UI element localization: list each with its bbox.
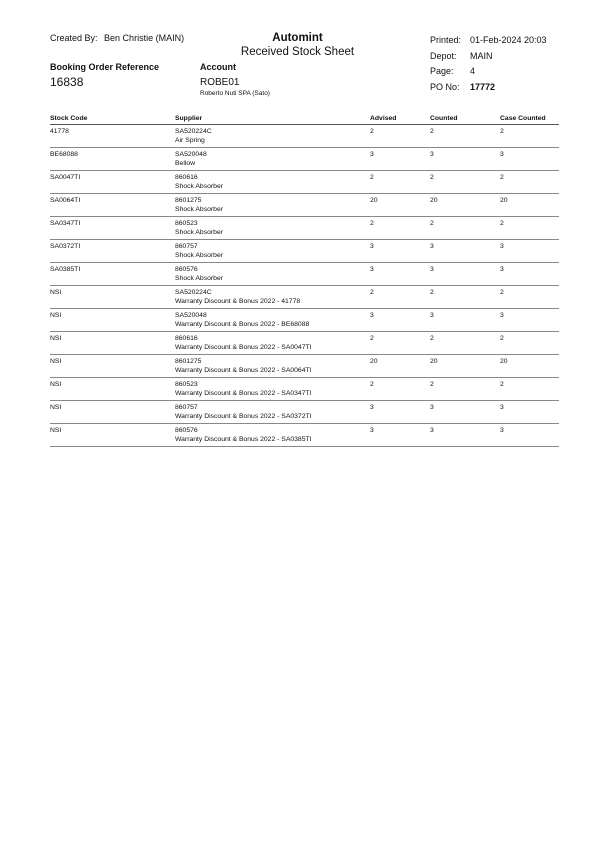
table-row xyxy=(50,424,559,447)
table-row xyxy=(50,263,559,286)
supplier-code: 8601275 xyxy=(175,197,202,204)
case-counted-cell: 3 xyxy=(500,263,559,286)
table-row xyxy=(50,125,559,148)
created-by-label: Created By: xyxy=(50,33,98,43)
case-counted-cell: 2 xyxy=(500,378,559,401)
supplier-cell xyxy=(175,263,370,286)
counted-cell: 20 xyxy=(430,355,500,378)
column-header-advised: Advised xyxy=(370,113,430,125)
advised-cell: 2 xyxy=(370,286,430,309)
table-row xyxy=(50,378,559,401)
item-description: Warranty Discount & Bonus 2022 - SA0385TI xyxy=(175,435,312,443)
print-meta xyxy=(430,33,547,95)
advised-cell: 2 xyxy=(370,378,430,401)
table-header-row xyxy=(50,113,559,125)
po-label: PO No: xyxy=(430,81,460,92)
item-description: Warranty Discount & Bonus 2022 - 41778 xyxy=(175,297,301,305)
supplier-code: SA520048 xyxy=(175,151,207,158)
item-description: Shock Absorber xyxy=(175,228,223,236)
printed-value: 01-Feb-2024 20:03 xyxy=(470,35,547,45)
supplier-cell xyxy=(175,217,370,240)
case-counted-cell: 2 xyxy=(500,332,559,355)
table-row xyxy=(50,286,559,309)
supplier-cell xyxy=(175,401,370,424)
stock-code-cell: NSI xyxy=(50,378,175,401)
page-value: 4 xyxy=(470,66,476,76)
po-value: 17772 xyxy=(470,81,496,92)
column-header-case-counted: Case Counted xyxy=(500,113,559,125)
case-counted-cell: 3 xyxy=(500,240,559,263)
case-counted-cell: 20 xyxy=(500,355,559,378)
depot-row xyxy=(430,49,547,65)
advised-cell: 2 xyxy=(370,125,430,148)
column-header-counted: Counted xyxy=(430,113,500,125)
table-row xyxy=(50,355,559,378)
supplier-code: 860757 xyxy=(175,404,198,411)
stock-code-cell: NSI xyxy=(50,332,175,355)
account-code: ROBE01 xyxy=(200,77,240,88)
advised-cell: 3 xyxy=(370,148,430,171)
counted-cell: 3 xyxy=(430,240,500,263)
table-row xyxy=(50,194,559,217)
advised-cell: 20 xyxy=(370,194,430,217)
stock-code-cell: NSI xyxy=(50,309,175,332)
supplier-code: 860757 xyxy=(175,243,198,250)
supplier-cell xyxy=(175,424,370,447)
supplier-code: 860523 xyxy=(175,381,198,388)
page-row xyxy=(430,64,547,80)
advised-cell: 3 xyxy=(370,263,430,286)
stock-code-cell: SA0372TI xyxy=(50,240,175,263)
company-name: Automint xyxy=(272,32,323,44)
column-header-supplier: Supplier xyxy=(175,113,370,125)
table-row xyxy=(50,401,559,424)
account-name: Roberto Nuti SPA (Sato) xyxy=(200,90,270,97)
supplier-code: 860576 xyxy=(175,266,198,273)
table-row xyxy=(50,148,559,171)
item-description: Shock Absorber xyxy=(175,274,223,282)
item-description: Warranty Discount & Bonus 2022 - SA0047TI xyxy=(175,343,312,351)
supplier-code: 860523 xyxy=(175,220,198,227)
supplier-code: 860616 xyxy=(175,335,198,342)
table-row xyxy=(50,332,559,355)
counted-cell: 3 xyxy=(430,401,500,424)
counted-cell: 3 xyxy=(430,263,500,286)
supplier-cell xyxy=(175,355,370,378)
depot-value: MAIN xyxy=(470,50,493,61)
supplier-cell xyxy=(175,378,370,401)
stock-code-cell: BE68088 xyxy=(50,148,175,171)
stock-code-cell: 41778 xyxy=(50,125,175,148)
advised-cell: 3 xyxy=(370,401,430,424)
supplier-code: SA520048 xyxy=(175,312,207,319)
stock-code-cell: NSI xyxy=(50,401,175,424)
printed-row xyxy=(430,33,547,49)
counted-cell: 2 xyxy=(430,378,500,401)
counted-cell: 2 xyxy=(430,171,500,194)
counted-cell: 3 xyxy=(430,148,500,171)
item-description: Shock Absorber xyxy=(175,182,223,190)
case-counted-cell: 3 xyxy=(500,401,559,424)
supplier-cell xyxy=(175,332,370,355)
case-counted-cell: 20 xyxy=(500,194,559,217)
booking-reference-value: 16838 xyxy=(50,75,84,89)
counted-cell: 2 xyxy=(430,125,500,148)
item-description: Warranty Discount & Bonus 2022 - BE68088 xyxy=(175,320,310,328)
item-description: Shock Absorber xyxy=(175,251,223,259)
counted-cell: 2 xyxy=(430,332,500,355)
item-description: Warranty Discount & Bonus 2022 - SA0347TI xyxy=(175,389,312,397)
advised-cell: 2 xyxy=(370,171,430,194)
stock-code-cell: SA0047TI xyxy=(50,171,175,194)
item-description: Warranty Discount & Bonus 2022 - SA0372TI xyxy=(175,412,312,420)
advised-cell: 3 xyxy=(370,424,430,447)
created-by xyxy=(50,33,184,43)
stock-code-cell: SA0385TI xyxy=(50,263,175,286)
account-label: Account xyxy=(200,62,236,72)
advised-cell: 3 xyxy=(370,309,430,332)
counted-cell: 3 xyxy=(430,309,500,332)
table-row xyxy=(50,217,559,240)
supplier-cell xyxy=(175,309,370,332)
stock-code-cell: NSI xyxy=(50,286,175,309)
stock-table xyxy=(50,113,559,447)
document-title: Received Stock Sheet xyxy=(240,46,355,58)
po-row xyxy=(430,80,547,96)
case-counted-cell: 2 xyxy=(500,125,559,148)
table-row xyxy=(50,240,559,263)
supplier-cell xyxy=(175,286,370,309)
supplier-cell xyxy=(175,240,370,263)
case-counted-cell: 2 xyxy=(500,217,559,240)
supplier-cell xyxy=(175,194,370,217)
stock-code-cell: NSI xyxy=(50,424,175,447)
stock-code-cell: SA0064TI xyxy=(50,194,175,217)
supplier-code: 860576 xyxy=(175,427,198,434)
supplier-cell xyxy=(175,148,370,171)
advised-cell: 20 xyxy=(370,355,430,378)
table-row xyxy=(50,171,559,194)
page-label: Page: xyxy=(430,66,454,76)
supplier-code: 8601275 xyxy=(175,358,202,365)
item-description: Warranty Discount & Bonus 2022 - SA0064TI xyxy=(175,366,312,374)
case-counted-cell: 3 xyxy=(500,424,559,447)
booking-reference-label: Booking Order Reference xyxy=(50,62,160,72)
printed-label: Printed: xyxy=(430,35,462,45)
column-header-stock-code: Stock Code xyxy=(50,113,175,125)
advised-cell: 2 xyxy=(370,332,430,355)
created-by-value: Ben Christie (MAIN) xyxy=(104,33,185,43)
advised-cell: 3 xyxy=(370,240,430,263)
depot-label: Depot: xyxy=(430,50,457,61)
supplier-code: SA520224C xyxy=(175,128,212,135)
case-counted-cell: 3 xyxy=(500,309,559,332)
supplier-code: 860616 xyxy=(175,174,198,181)
advised-cell: 2 xyxy=(370,217,430,240)
item-description: Air Spring xyxy=(175,136,205,144)
item-description: Shock Absorber xyxy=(175,205,223,213)
table-row xyxy=(50,309,559,332)
counted-cell: 20 xyxy=(430,194,500,217)
counted-cell: 3 xyxy=(430,424,500,447)
item-description: Bellow xyxy=(175,159,196,167)
supplier-cell xyxy=(175,125,370,148)
supplier-code: SA520224C xyxy=(175,289,212,296)
counted-cell: 2 xyxy=(430,217,500,240)
counted-cell: 2 xyxy=(430,286,500,309)
case-counted-cell: 2 xyxy=(500,286,559,309)
supplier-cell xyxy=(175,171,370,194)
case-counted-cell: 2 xyxy=(500,171,559,194)
case-counted-cell: 3 xyxy=(500,148,559,171)
stock-code-cell: SA0347TI xyxy=(50,217,175,240)
stock-code-cell: NSI xyxy=(50,355,175,378)
